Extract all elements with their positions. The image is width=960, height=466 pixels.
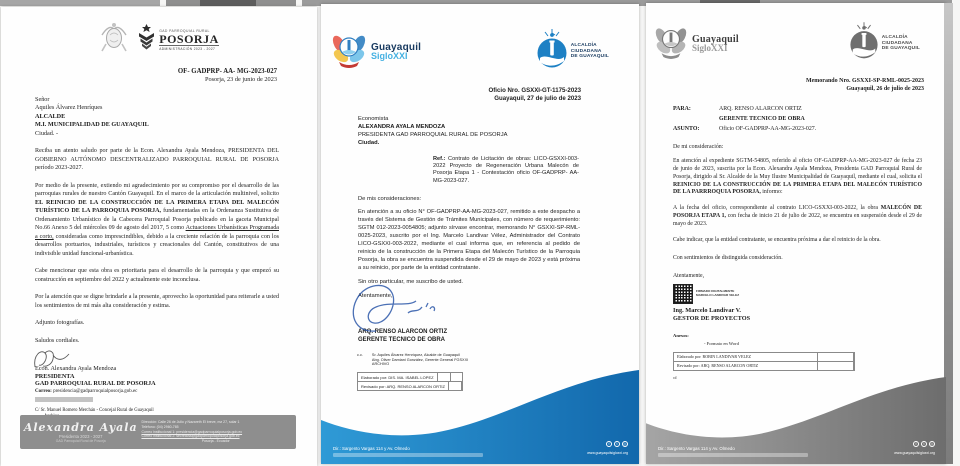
empty-cell	[438, 373, 451, 381]
signer-name: ARQ. RENSO ALARCON ORTIZ	[358, 329, 448, 336]
qr-signature-icon	[673, 284, 693, 304]
p2-mid: fundamentadas en la Ordenanza Sustitutiva de Ordenamiento Urbanístico de la Cabecera Parroquial Posorja publicado en la gaceta Municipal No.66 Anexo 5 del miércoles 09 de agosto del 2017, 5 como	[35, 208, 279, 232]
elaborado-cell: Elaborado por: ROBIN LANDIVAR VELEZ	[674, 353, 818, 361]
p2-pre: A la fecha del oficio, correspondiente al contrato LICO-GSXXI-003-2022, la obra	[673, 205, 881, 212]
signer-name: Econ. Alexandra Ayala Mendoza	[35, 365, 117, 373]
brand-guayaquil: Guayaquil	[371, 42, 422, 53]
alcaldia-line: CIUDADANA	[570, 48, 602, 54]
footer-org: GAD Parroquial Rural de Posorja	[55, 439, 106, 443]
instagram-icon: ◎	[930, 442, 934, 446]
footer-city: Posorja - Ecuador	[201, 439, 230, 444]
oficio-date: Guayaquil, 27 de julio de 2023	[494, 95, 581, 103]
addressee-block	[358, 116, 639, 147]
addressee-line: Señor	[35, 96, 50, 103]
instagram-icon: ◎	[623, 442, 627, 446]
addressee-line: M.I. MUNICIPALIDAD DE GUAYAQUIL	[35, 121, 149, 129]
para-value-2: GERENTE TECNICO DE OBRA	[719, 116, 805, 122]
gsxxi-brand-text	[371, 42, 421, 61]
memorando-date: Guayaquil, 26 de julio de 2023	[846, 86, 924, 93]
revisado-cell: Revisado por: ARQ. RENSO ALARCON ORTIZ	[358, 382, 449, 390]
elaborado-cell: Elaborado por: DIS. MA. ISABEL LOPEZ	[358, 373, 438, 381]
alcaldia-logo	[849, 21, 920, 66]
alcaldia-text	[571, 43, 609, 59]
addressee-line: Aquiles Álvarez Henríques	[35, 104, 103, 112]
document-memorando-gsxxi	[646, 3, 946, 464]
empty-cell	[449, 382, 462, 390]
salutation: De mis consideraciones:	[358, 196, 422, 203]
asunto-label: ASUNTO:	[673, 125, 700, 132]
posorja-letterhead	[1, 20, 317, 59]
signer-title: GERENTE TECNICO DE OBRA	[358, 337, 446, 344]
para-value: ARQ. RENSO ALARCON ORTIZ	[719, 106, 802, 113]
digital-signature-stamp	[696, 290, 739, 297]
digital-signature-block	[673, 284, 946, 304]
footer-phone: Teléfono: (04) 2960-765	[141, 424, 179, 429]
addressee-line: Economista	[358, 116, 389, 123]
alcaldia-line: CIUDADANA	[881, 40, 913, 46]
guayaquil-crest-icon	[331, 28, 367, 75]
revisado-cell: Revisado por: ARQ. RENSO ALARCON ORTIZ	[674, 362, 818, 370]
empty-cell	[818, 353, 854, 361]
stamp-line: MARCELO LANDIVAR VELEZ	[696, 292, 740, 297]
table-row	[674, 362, 854, 370]
signature-block	[673, 307, 946, 323]
addressee-line: PRESIDENTA GAD PARROQUIAL RURAL DE POSORJA	[358, 132, 508, 138]
addressee-line: ALEXANDRA AYALA MENDOZA	[358, 124, 446, 131]
footer-website: www.guayaquilsigloxxi.org	[587, 451, 628, 455]
signer-title: GESTOR DE PROYECTOS	[673, 314, 751, 322]
brand-sigloxxi: SigloXXI	[371, 51, 408, 61]
p1-post: informo:	[760, 189, 783, 196]
email-value: presidencia@gadparroquialposorja.gob.ec	[53, 388, 138, 394]
twitter-icon: t	[614, 441, 620, 447]
asunto-value: Oficio OF-GADPRP-AA-MG-2023-027.	[719, 125, 817, 132]
paragraph-note: Cabe mencionar que esta obra es prioritaria para el desarrollo de la parroquia y que empezó su construcción en septiembre del 2022 y actualmente este inconclusa.	[35, 268, 279, 283]
cc-line: Abg. Oliver Damiani González, Gerente General FGSXXI	[371, 357, 469, 362]
attachment-note: Adjunto fotografías.	[35, 320, 85, 327]
alcaldia-text	[882, 35, 920, 51]
alcaldia-line: DE GUAYAQUIL	[570, 54, 609, 60]
cc-line: Sr. Aquiles Álvarez Henríquez, Alcalde de Guayaquil	[371, 352, 460, 357]
empty-cell	[818, 362, 854, 370]
memorando-number-date	[646, 77, 924, 93]
footer-email-2: Correo institucional 2: secretaria@gadparroquialposorja.gob.ec	[141, 434, 240, 439]
footer-redacted-line	[658, 453, 808, 457]
salutation: De mi consideración:	[673, 144, 724, 151]
body-paragraph-3: Cabe indicar, que la entidad contratante, se encuentra próxima a dar el reinicio de la obra.	[673, 236, 881, 243]
posorja-shield-logo	[137, 24, 219, 56]
alcaldia-line: ALCALDÍA	[881, 35, 908, 41]
lighthouse-icon	[849, 21, 879, 66]
scan-artifact	[0, 0, 160, 6]
facebook-icon: f	[606, 441, 612, 447]
body-paragraph: En atención a su oficio N° OF-GADPRP-AA-MG-2023-027, remitido a este despacho a través del Sistema de Gestión de Trámites Municipales, con número de requerimiento: SGTM 012-2023-0054805; adjunto sírvase encontrar, memorando N° GSXXI-SP-RML-0025-2023, suscrito por el Ing. Marcelo Landivar Vélez, Administrador del Contrato LICO-GSXXI-003-2022, mediante el cual informa que, en referencia al pedido de reinicio de la construcción de la Primera Etapa del Malecón Turístico de la Parroquia Posorja, la obra se encuentra suspendida desde el 29 de mayo de 2023 y está próxima a su reinicio, por parte de la entidad contratante.	[358, 209, 580, 271]
signer-title: PRESIDENTA	[35, 372, 75, 380]
ecuador-coat-of-arms-icon	[99, 20, 129, 59]
body-paragraph-2	[673, 205, 922, 228]
closing-paragraph: Con sentimientos de distinguida consideración.	[673, 255, 783, 262]
paragraph-thanks: Por la atención que se digne brindarle a la presente, aprovecho la oportunidad para reiterarle a usted los sentimientos de mi más alta consideración y estima.	[35, 294, 279, 309]
redacted-phone-bar	[35, 397, 93, 402]
lighthouse-icon	[536, 28, 568, 75]
farewell-line: Sin otro particular, me suscribo de usted.	[358, 279, 464, 286]
cc-label: c.c.	[357, 352, 363, 357]
table-row	[358, 373, 462, 382]
posorja-shield-icon	[137, 24, 156, 56]
cc-line: ARCHIVO	[371, 362, 390, 367]
handwritten-signature-icon	[29, 347, 73, 376]
routing-table	[357, 372, 639, 391]
logo-top-label: GAD PARROQUIAL RURAL	[159, 28, 210, 33]
footer-address: Dir.: Sargento Vargas 114 y Av. Olmedo	[333, 446, 410, 451]
alcaldia-line: DE GUAYAQUIL	[881, 46, 920, 52]
twitter-icon: t	[921, 441, 927, 447]
routing-table	[673, 352, 946, 371]
letter-date: Posorja, 23 de junio de 2023	[204, 76, 277, 83]
p2-pre: Por medio de la presente, extiendo mi agradecimiento por su compromiso por el desarrollo de las parroquias rurales de nuestro Cantón Guayaquil. En el marco de la articulación multinivel, solicito	[35, 182, 279, 198]
footer-signature-area	[20, 421, 141, 443]
footer-script-name: Alexandra Ayala	[23, 421, 138, 434]
copy-line: C/ Sr. Manuel Romero Merchán - Concejal Rural de Guayaquil	[35, 408, 154, 414]
reference-block	[433, 156, 579, 186]
email-label: Correo:	[35, 388, 52, 394]
logo-name: POSORJA	[159, 31, 219, 46]
oficio-number-date	[321, 87, 581, 103]
p2-post: con fecha de inicio 21 de julio de 2022, se encuentra en suspensión desde el 29 de mayo de 2023.	[673, 212, 923, 227]
p2-post: consideradas como imprescindibles, debido a la creciente relación de la parroquia con los desarrollos portuarios, industriales, turísticos y creacionales del Cantón, constitutivos de una indivisible unidad funcional-urbanística.	[35, 233, 279, 257]
footer-address: Dir.: Sargento Vargas 114 y Av. Olmedo	[658, 446, 735, 451]
paragraph-request	[35, 182, 279, 259]
document-posorja-letter	[1, 7, 317, 466]
p1-pre: En atención al expediente SGTM-54805, referido al oficio OF-GADPRP-AA-MG-2023-027 de fecha 23 de junio de 2023, suscrita por la Econ. Alexandra Ayala Mendoza, Presidenta GAD Parroquial Rural de Posorja, dirigido al Sr. Alcalde de la Muy Ilustre Municipalidad de Guayaquil, mediante el cual, solicita el	[673, 158, 922, 180]
document-oficio-gsxxi	[321, 4, 639, 464]
para-label: PARA:	[673, 106, 691, 113]
alcaldia-line: ALCALDÍA	[570, 43, 597, 49]
body-paragraph-1	[673, 158, 922, 197]
logo-sub-label: ADMINISTRACIÓN 2023 - 2027	[159, 45, 219, 51]
oficio-number: Oficio Nro. GSXXI-GT-1175-2023	[488, 87, 581, 94]
p2-bold: MALECÓN DE POSORJA ETAPA 1,	[673, 205, 922, 219]
memorando-number: Memorando Nro. GSXXI-SP-RML-0025-2023	[805, 78, 924, 84]
anexo-item: - Formato en Word	[704, 340, 739, 346]
empty-label	[673, 116, 719, 124]
memo-meta-block	[673, 106, 922, 133]
guayaquil-crest-icon	[654, 21, 688, 66]
regards-text: Atentamente,	[358, 293, 393, 300]
footer-role: Presidenta 2023 - 2027	[58, 434, 103, 439]
p1-bold: REINICIO DE LA CONSTRUCCIÓN DE LA PRIMERA ETAPA DEL MALECÓN TURÍSTICO DE LA PARRROQUIA POSORJA,	[673, 181, 922, 196]
brand-sigloxxi: SigloXXI	[692, 43, 728, 53]
gsxxi-letterhead	[331, 28, 609, 75]
ref-text: Contrato de Licitación de obras: LICO-GSXXI-003-2022 Proyecto de Regeneración Urbana Malecón de Posorja Etapa 1 - Contestación oficio OF-GADPRP- AA- MG-2023-027.	[433, 155, 579, 184]
typist-initials: cd	[673, 375, 677, 380]
table-row	[674, 353, 854, 362]
addressee-line: ALCALDE	[35, 112, 66, 120]
addressee-line: Ciudad. -	[35, 129, 59, 137]
social-icons	[606, 441, 628, 447]
social-icons	[913, 441, 935, 447]
regards-line	[358, 293, 639, 299]
signature-block	[35, 351, 317, 402]
stamp-line: FIRMADO DIGITALMENTE	[696, 288, 735, 293]
p2-bold: EL REINICIO DE LA CONSTRUCCIÓN DE LA PRIMERA ETAPA DEL MALECÓN TURÍSTICO DE LA PARROQUIA POSORJA,	[35, 199, 279, 215]
addressee-block	[35, 96, 317, 138]
ref-label: Ref.:	[433, 155, 446, 162]
closing-line: Saludos cordiales.	[35, 337, 80, 344]
addressee-line: Ciudad.	[358, 139, 380, 146]
gsxxi-letterhead-grayscale	[654, 21, 920, 66]
posorja-logo-text	[159, 29, 219, 51]
reference-number: OF- GADPRP- AA- MG-2023-027	[177, 68, 277, 75]
footer-redacted-line	[333, 453, 483, 457]
gsxxi-brand-text	[692, 34, 739, 53]
signer-name: Ing. Marcelo Landivar V.	[673, 306, 741, 314]
alcaldia-logo	[536, 28, 609, 75]
signer-org: GAD PARROQUIAL RURAL DE POSORJA	[35, 380, 156, 388]
regards-line: Atentamente,	[673, 273, 705, 280]
handwritten-signature-icon	[346, 279, 442, 343]
footer-contact-area	[141, 420, 296, 445]
footer-email-1: Correo institucional 1: presidencia@gadparroquialposorja.gob.ec	[141, 429, 243, 434]
brand-guayaquil: Guayaquil	[692, 34, 739, 45]
footer-address: Dirección: Calle 26 de Julio y Nazareth El breve, mz 27, solar 1	[141, 419, 240, 424]
anexos-label: Anexos:	[673, 332, 689, 338]
paragraph-greeting: Reciba un atento saludo por parte de la Econ. Alexandra Ayala Mendoza, PRESIDENTA DEL GOBIERNO AUTÓNOMO DESCENTRALIZADO PARROQUIAL RURAL DE POSORJA período 2023-2027.	[35, 148, 279, 172]
table-row	[358, 382, 462, 390]
signer-email-line	[35, 388, 317, 396]
footer-website: www.guayaquilsigloxxi.org	[894, 451, 935, 455]
p2-underlined: Actuaciones Urbanísticas Programada a corto,	[35, 225, 279, 240]
footer-band	[20, 415, 296, 449]
facebook-icon: f	[913, 441, 919, 447]
scan-artifact	[200, 0, 256, 6]
